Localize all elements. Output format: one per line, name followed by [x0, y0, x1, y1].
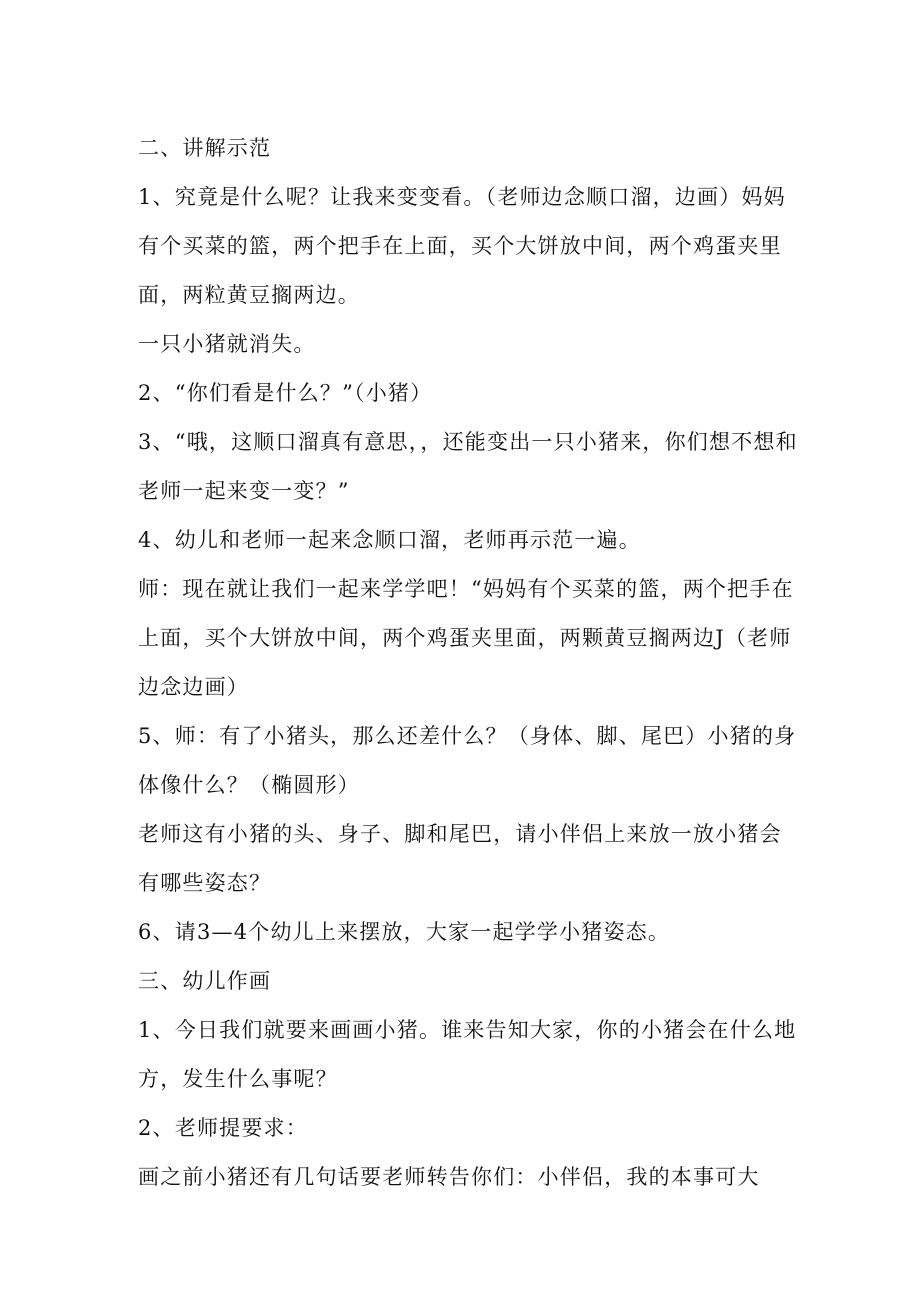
document-body: [138, 124, 798, 1202]
paragraph: 师：现在就让我们一起来学学吧！“妈妈有个买菜的篮，两个把手在上面，买个大饼放中间，两个鸡蛋夹里面，两颗黄豆搁两边J（老师边念边画）: [138, 577, 794, 699]
paragraph: 6、请3—4个幼儿上来摆放，大家一起学学小猪姿态。: [138, 920, 671, 944]
paragraph: 画之前小猪还有几句话要老师转告你们：小伴侣，我的本事可大: [138, 1165, 760, 1189]
paragraph: 老师这有小猪的头、身子、脚和尾巴，请小伴侣上来放一放小猪会有哪些姿态？: [138, 822, 782, 895]
section-heading-drawing: 三、幼儿作画: [138, 969, 272, 993]
section-heading-explain: 二、讲解示范: [138, 136, 272, 160]
paragraph: 3、“哦，这顺口溜真有意思，，还能变出一只小猪来，你们想不想和老师一起来变一变？”: [138, 430, 798, 503]
paragraph: 4、幼儿和老师一起来念顺口溜，老师再示范一遍。: [138, 528, 641, 552]
paragraph: 2、老师提要求：: [138, 1116, 308, 1140]
paragraph: 1、今日我们就要来画画小猪。谁来告知大家，你的小猪会在什么地方，发生什么事呢？: [138, 1018, 797, 1091]
paragraph: 5、师：有了小猪头，那么还差什么？（身体、脚、尾巴）小猪的身体像什么？（椭圆形）: [138, 724, 797, 797]
paragraph: 1、究竟是什么呢？让我来变变看。（老师边念顺口溜，边画）妈妈有个买菜的篮，两个把手在上面，买个大饼放中间，两个鸡蛋夹里面，两粒黄豆搁两边。: [138, 185, 786, 307]
paragraph: 一只小猪就消失。: [138, 332, 316, 356]
paragraph: 2、“你们看是什么？”（小猪）: [138, 381, 433, 405]
